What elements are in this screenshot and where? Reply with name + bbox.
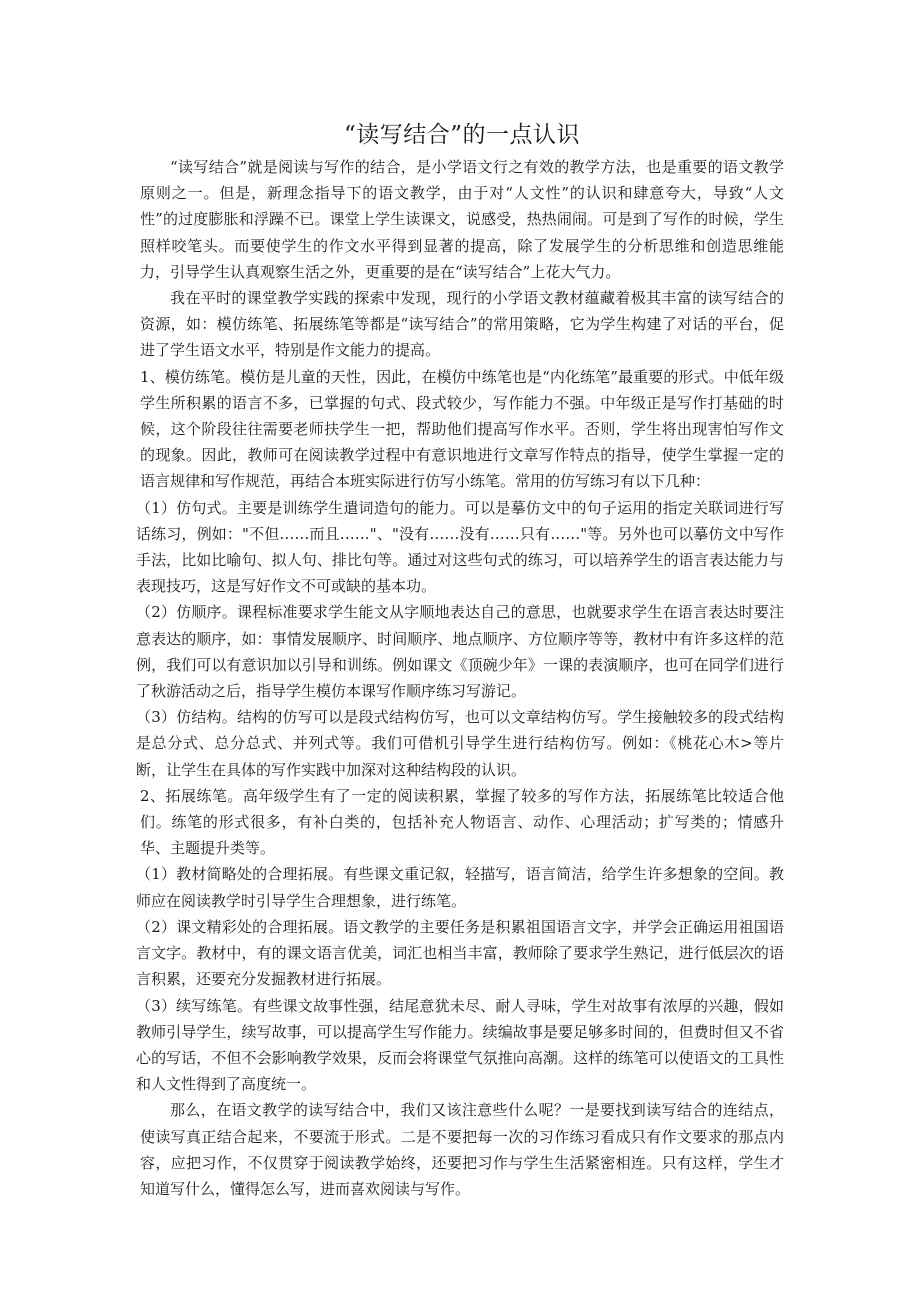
paragraph-discovery: 我在平时的课堂教学实践的探索中发现，现行的小学语文教材蕴藏着极其丰富的读写结合的资源，如：模仿练笔、拓展练笔等都是“读写结合”的常用策略，它为学生构建了对话的平台，促进了学生语文水平，特别是作文能力的提高。	[140, 289, 784, 360]
paragraph-section-2-extension: 2、拓展练笔。高年级学生有了一定的阅读积累，掌握了较多的写作方法，拓展练笔比较适合他们。练笔的形式很多，有补白类的，包括补充人物语言、动作、心理活动；扩写类的；情感升华、主题提升类等。	[140, 786, 784, 858]
document-page	[136, 0, 784, 1302]
paragraph-intro: “读写结合”就是阅读与写作的结合，是小学语文行之有效的教学方法，也是重要的语文教学原则之一。但是，新理念指导下的语文教学，由于对“人文性”的认识和肆意夸大，导致“人文性”的过度膨胀和浮躁不已。课堂上学生读课文，说感受，热热闹闹。可是到了写作的时候，学生照样咬笔头。而要使学生的作文水平得到显著的提高，除了发展学生的分析思维和创造思维能力，引导学生认真观察生活之外，更重要的是在“读写结合”上花大气力。	[140, 158, 784, 281]
paragraph-continue-writing: （3）续写练笔。有些课文故事性强，结尾意犹未尽、耐人寻味，学生对故事有浓厚的兴趣，假如教师引导学生，续写故事，可以提高学生写作能力。续编故事是要足够多时间的，但费时但又不省心的写话，不但不会影响教学效果，反而会将课堂气氛推向高潮。这样的练笔可以使语文的工具性和人文性得到了高度统一。	[136, 996, 784, 1094]
paragraph-section-1-imitation: 1、模仿练笔。模仿是儿童的天性，因此，在模仿中练笔也是“内化练笔”最重要的形式。中低年级学生所积累的语言不多，已掌握的句式、段式较少，写作能力不强。中年级正是写作打基础的时候，这个阶段往往需要老师扶学生一把，帮助他们提高写作水平。否则，学生将出现害怕写作文的现象。因此，教师可在阅读教学过程中有意识地进行文章写作特点的指导，使学生掌握一定的语言规律和写作规范，再结合本班实际进行仿写小练笔。常用的仿写练习有以下几种：	[140, 367, 784, 491]
paragraph-extend-highlight: （2）课文精彩处的合理拓展。语文教学的主要任务是积累祖国语言文字，并学会正确运用祖国语言文字。教材中，有的课文语言优美，词汇也相当丰富，教师除了要求学生熟记，进行低层次的语言积累，还要充分发掘教材进行拓展。	[136, 917, 784, 989]
paragraph-imitate-structure: （3）仿结构。结构的仿写可以是段式结构仿写，也可以文章结构仿写。学生接触较多的段式结构是总分式、总分总式、并列式等。我们可借机引导学生进行结构仿写。例如：《桃花心木>等片断，让学生在具体的写作实践中加深对这种结构段的认识。	[136, 708, 784, 779]
document-title: “读写结合”的一点认识	[343, 122, 581, 148]
paragraph-imitate-sentence: （1）仿句式。主要是训练学生遣词造句的能力。可以是摹仿文中的句子运用的指定关联词进行写话练习，例如："不但……而且……"、"没有……没有……只有……"等。另外也可以摹仿文中写作手法，比如比喻句、拟人句、排比句等。通过对这些句式的练习，可以培养学生的语言表达能力与表现技巧，这是写好作文不可或缺的基本功。	[136, 498, 784, 596]
paragraph-conclusion: 那么，在语文教学的读写结合中，我们又该注意些什么呢？一是要找到读写结合的连结点，使读写真正结合起来，不要流于形式。二是不要把每一次的习作练习看成只有作文要求的那点内容，应把习作，不仅贯穿于阅读教学始终，还要把习作与学生生活紧密相连。只有这样，学生才知道写什么，懂得怎么写，进而喜欢阅读与写作。	[140, 1101, 784, 1198]
paragraph-extend-brief: （1）教材简略处的合理拓展。有些课文重记叙，轻描写，语言简洁，给学生许多想象的空间。教师应在阅读教学时引导学生合理想象，进行练笔。	[136, 865, 784, 910]
paragraph-imitate-order: （2）仿顺序。课程标准要求学生能文从字顺地表达自己的意思，也就要求学生在语言表达时要注意表达的顺序，如：事情发展顺序、时间顺序、地点顺序、方位顺序等等，教材中有许多这样的范例，我们可以有意识加以引导和训练。例如课文《顶碗少年》一课的表演顺序，也可在同学们进行了秋游活动之后，指导学生模仿本课写作顺序练习写游记。	[136, 603, 784, 701]
